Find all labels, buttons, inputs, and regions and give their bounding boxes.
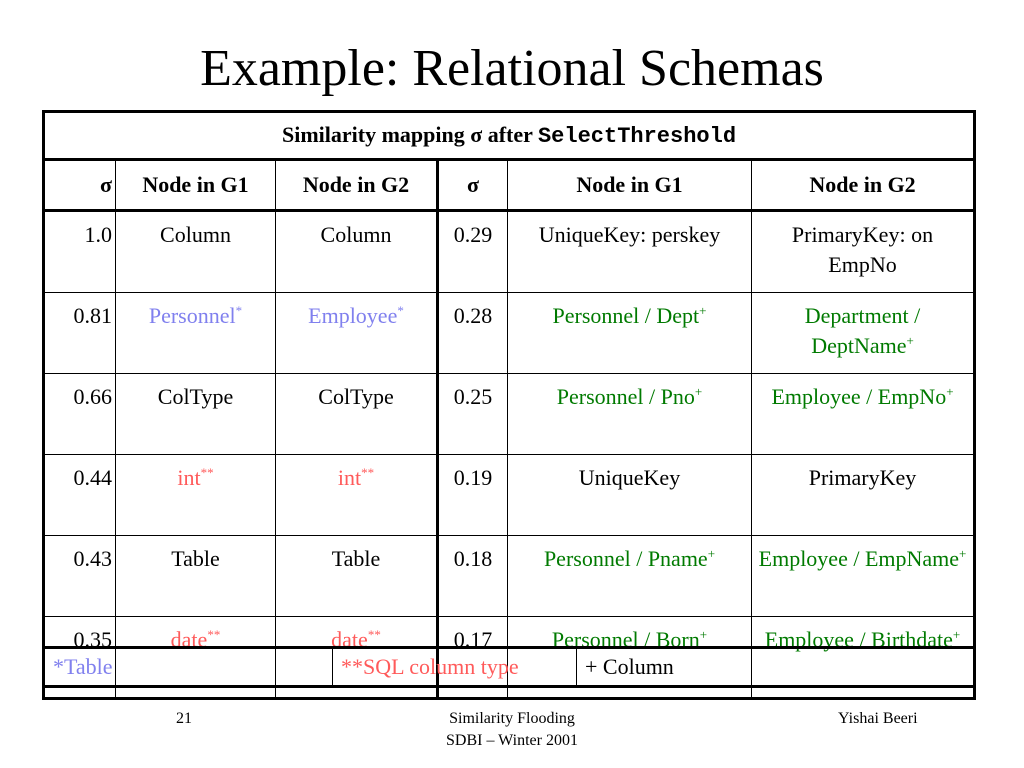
g2-node: ColType (276, 374, 438, 455)
header-g1-left: Node in G1 (116, 160, 276, 211)
sigma-value: 0.18 (438, 536, 508, 617)
column-marker: + (959, 546, 967, 561)
table-caption (44, 112, 975, 160)
g1-node: Personnel / Born+ (508, 617, 752, 699)
column-marker: + (699, 303, 707, 318)
g1-node: Column (116, 211, 276, 293)
g1-node: UniqueKey (508, 455, 752, 536)
sigma-value: 0.35 (44, 617, 116, 699)
column-marker: + (906, 333, 914, 348)
g1-node: Personnel / Pno+ (508, 374, 752, 455)
g1-node: int** (116, 455, 276, 536)
legend-table (42, 646, 976, 688)
sql-type-marker: ** (200, 465, 214, 480)
g1-node: Personnel / Pname+ (508, 536, 752, 617)
sigma-value: 0.44 (44, 455, 116, 536)
caption-code: SelectThreshold (537, 123, 737, 149)
g1-node: ColType (116, 374, 276, 455)
table-marker: * (397, 303, 404, 318)
sql-type-marker: ** (367, 627, 381, 642)
g2-node: PrimaryKey (752, 455, 975, 536)
column-marker: + (699, 627, 708, 642)
g2-node: Employee* (276, 293, 438, 374)
footer-center (392, 708, 632, 752)
legend-table-note: *Table (44, 648, 333, 687)
table-row (44, 536, 975, 617)
g1-node: Personnel / Dept+ (508, 293, 752, 374)
header-g2-right: Node in G2 (752, 160, 975, 211)
g1-node: Table (116, 536, 276, 617)
slide-title: Example: Relational Schemas (200, 40, 824, 97)
g2-node: Column (276, 211, 438, 293)
g1-node: date** (116, 617, 276, 699)
g2-node: int** (276, 455, 438, 536)
footer-course-term: SDBI – Winter 2001 (446, 732, 578, 749)
sigma-value: 0.29 (438, 211, 508, 293)
header-g1-right: Node in G1 (508, 160, 752, 211)
legend-column-note: + Column (577, 648, 975, 687)
g2-node: Employee / EmpName+ (752, 536, 975, 617)
sigma-value: 0.25 (438, 374, 508, 455)
sql-type-marker: ** (207, 627, 221, 642)
sigma-value: 0.43 (44, 536, 116, 617)
g2-node: date** (276, 617, 438, 699)
header-g2-left: Node in G2 (276, 160, 438, 211)
sigma-value: 1.0 (44, 211, 116, 293)
g1-node: UniqueKey: perskey (508, 211, 752, 293)
column-marker: + (694, 384, 703, 399)
table-row (44, 211, 975, 293)
sql-type-marker: ** (361, 465, 375, 480)
g2-node: PrimaryKey: on EmpNo (752, 211, 975, 293)
caption-text: Similarity mapping σ after (281, 121, 533, 147)
sigma-value: 0.28 (438, 293, 508, 374)
table-row (44, 293, 975, 374)
table-row (44, 374, 975, 455)
footer-page-number: 21 (176, 710, 192, 727)
g1-node: Personnel* (116, 293, 276, 374)
table-row (44, 455, 975, 536)
footer-author: Yishai Beeri (838, 710, 918, 727)
similarity-table (42, 110, 976, 700)
sigma-value: 0.66 (44, 374, 116, 455)
g2-node: Employee / Birthdate+ (752, 617, 975, 699)
column-marker: + (952, 627, 961, 642)
column-marker: + (707, 546, 716, 561)
g2-node: Table (276, 536, 438, 617)
table-marker: * (235, 303, 243, 318)
footer-course-title: Similarity Flooding (449, 710, 575, 727)
header-sigma-right: σ (438, 160, 508, 211)
legend-sql-note: **SQL column type (333, 648, 577, 687)
column-marker: + (946, 384, 954, 399)
g2-node: Employee / EmpNo+ (752, 374, 975, 455)
sigma-value: 0.19 (438, 455, 508, 536)
sigma-value: 0.17 (438, 617, 508, 699)
sigma-value: 0.81 (44, 293, 116, 374)
g2-node: Department / DeptName+ (752, 293, 975, 374)
header-sigma-left: σ (44, 160, 116, 211)
